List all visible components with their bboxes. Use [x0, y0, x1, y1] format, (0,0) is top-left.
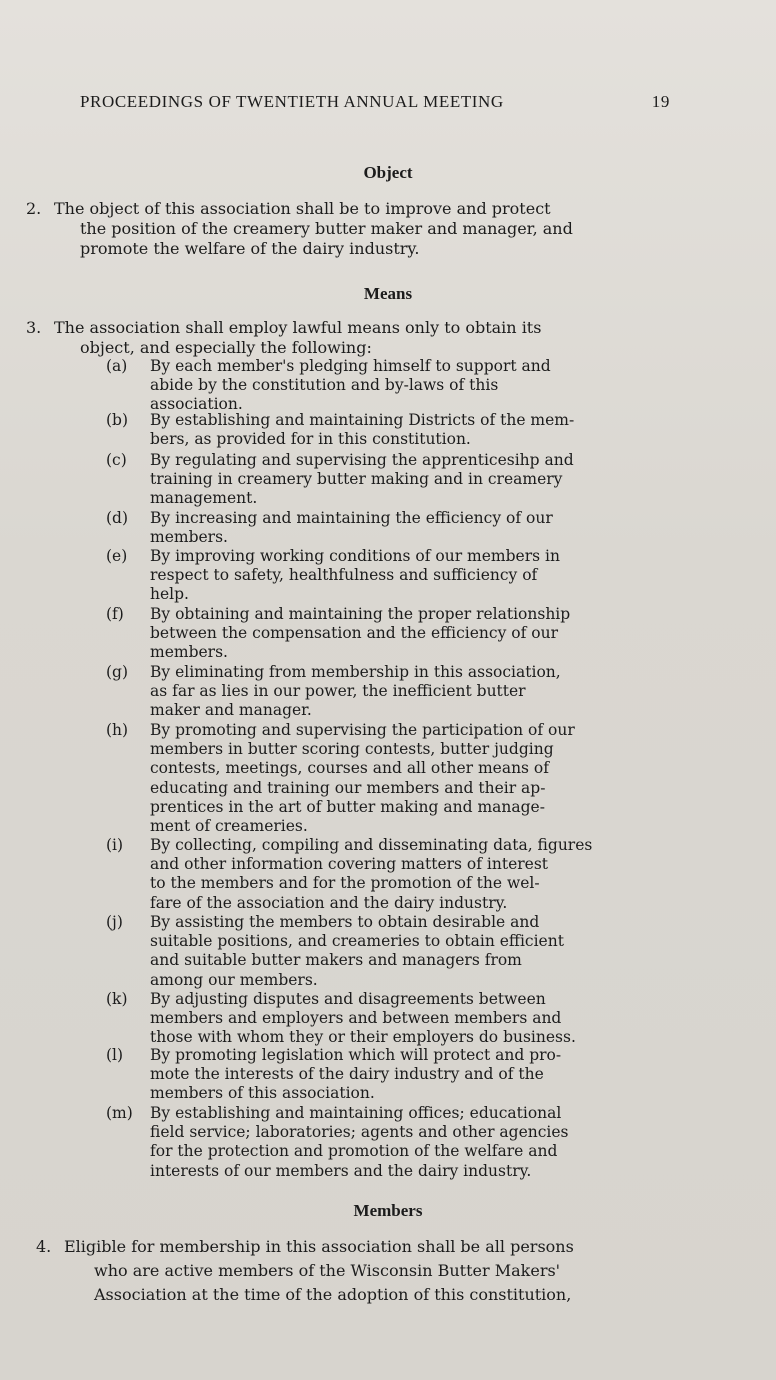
page-number: 19 [651, 92, 670, 111]
item-text: By adjusting disputes and disagreements between members and employers and between members and those with whom they or their employers do business. [150, 990, 576, 1047]
item-text: By each member's pledging himself to support and abide by the constitution and by-laws of this association. [150, 357, 551, 414]
item-text: By promoting legislation which will protect and pro- mote the interests of the dairy industry and of the members of this association. [150, 1046, 562, 1103]
item-label: (j) [106, 913, 123, 931]
item-text: By eliminating from membership in this association, as far as lies in our power, the inefficient butter maker and manager. [150, 663, 561, 720]
item-text: By obtaining and maintaining the proper relationship between the compensation and the efficiency of our members. [150, 605, 571, 662]
item-label: (a) [106, 357, 128, 375]
paragraph-first-line: The association shall employ lawful means only to obtain its [54, 318, 542, 337]
paragraph-number: 2. [26, 199, 42, 218]
item-label: (e) [106, 547, 128, 565]
header-title: PROCEEDINGS OF TWENTIETH ANNUAL MEETING [80, 92, 504, 111]
item-label: (c) [106, 451, 127, 469]
item-label: (k) [106, 990, 128, 1008]
item-text: By improving working conditions of our members in respect to safety, healthfulness and sufficiency of help. [150, 547, 560, 604]
paragraph-continuation: who are active members of the Wisconsin Butter Makers' Association at the time of the adoption of this constitution, [94, 1261, 572, 1304]
heading-means: Means [363, 284, 413, 303]
paragraph-number: 3. [26, 318, 42, 337]
item-label: (l) [106, 1046, 124, 1064]
item-text: By assisting the members to obtain desirable and suitable positions, and creameries to obtain efficient and suitable butter makers and managers from among our members. [150, 913, 564, 989]
paragraph-first-line: The object of this association shall be to improve and protect [54, 199, 551, 218]
paragraph-continuation: object, and especially the following: [80, 338, 372, 357]
item-label: (f) [106, 605, 124, 623]
item-text: By increasing and maintaining the efficiency of our members. [150, 509, 553, 547]
paragraph-number: 4. [36, 1237, 52, 1256]
item-label: (g) [106, 663, 129, 681]
item-text: By collecting, compiling and disseminating data, figures and other information covering matters of interest to the members and for the promotion of the wel- fare of the association and the dairy industry. [150, 836, 593, 912]
paragraph-first-line: Eligible for membership in this association shall be all persons [64, 1237, 574, 1256]
heading-members: Members [353, 1201, 423, 1220]
item-text: By regulating and supervising the apprenticesihp and training in creamery butter making and in creamery management. [150, 451, 574, 508]
item-label: (b) [106, 411, 129, 429]
item-text: By establishing and maintaining offices; educational field service; laboratories; agents and other agencies for the protection and promotion of the welfare and interests of our members and the dairy industry. [150, 1104, 569, 1180]
item-text: By promoting and supervising the participation of our members in butter scoring contests, butter judging contests, meetings, courses and all other means of educating and training our members and their ap- prentices in the art of butter making and manage- ment of creameries. [150, 721, 575, 836]
item-label: (h) [106, 721, 129, 739]
item-label: (d) [106, 509, 129, 527]
item-label: (i) [106, 836, 124, 854]
paragraph-continuation: the position of the creamery butter maker and manager, and promote the welfare of the dairy industry. [80, 219, 573, 258]
item-label: (m) [106, 1104, 133, 1122]
item-text: By establishing and maintaining Districts of the mem- bers, as provided for in this constitution. [150, 411, 575, 449]
heading-object: Object [363, 163, 413, 182]
